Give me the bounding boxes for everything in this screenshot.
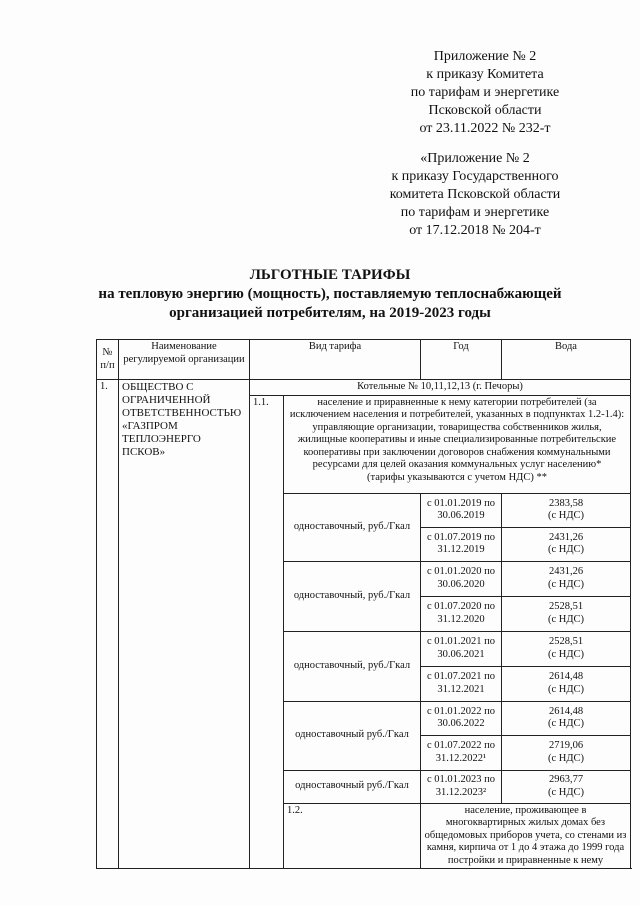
tariff-value	[502, 666, 631, 701]
header-line: от 17.12.2018 № 204-т	[409, 223, 541, 238]
value-vat: (с НДС)	[547, 683, 585, 695]
header-line: комитета Псковской области	[389, 187, 561, 202]
tariff-type: одноставочный руб./Гкал	[284, 701, 421, 770]
subitem-number: 1.1.	[250, 395, 284, 869]
consumer-category	[284, 395, 631, 493]
value-vat: (с НДС)	[547, 510, 585, 521]
value-number: 2528,51	[548, 601, 584, 612]
period: с 01.01.2021 по 30.06.2021	[421, 631, 502, 666]
value-vat: (с НДС)	[547, 613, 585, 625]
appendix-header-current	[400, 48, 570, 138]
vat-note: (тарифы указываются с учетом НДС) **	[367, 471, 547, 483]
consumer-category: население, проживающее в многоквартирных жилых домах без общедомовых приборов учета, со стенами из камня, кирпича от 1 до 4 этажа до 1999 года постройки и приравненные к нему	[421, 803, 631, 869]
period: с 01.07.2021 по 31.12.2021	[421, 666, 502, 701]
title-line: организацией потребителям, на 2019-2023 годы	[169, 305, 491, 321]
header-type: Вид тарифа	[250, 340, 421, 380]
value-vat: (с НДС)	[547, 578, 585, 590]
header-line: «Приложение № 2	[420, 151, 530, 166]
tariff-value	[502, 735, 631, 770]
value-vat: (с НДС)	[547, 544, 585, 555]
tariff-value	[502, 770, 631, 803]
value-number: 2614,48	[548, 705, 584, 717]
header-line: Псковской области	[428, 103, 542, 118]
title-line: на тепловую энергию (мощность), поставляемую теплоснабжающей	[98, 286, 562, 302]
tariff-type: одноставочный руб./Гкал	[284, 770, 421, 803]
tariff-type: одноставочный, руб./Гкал	[284, 561, 421, 631]
organization-name: ОБЩЕСТВО С ОГРАНИЧЕННОЙ ОТВЕТСТВЕННОСТЬЮ «ГАЗПРОМ ТЕПЛОЭНЕРГО ПСКОВ»	[119, 380, 250, 869]
period: с 01.01.2020 по 30.06.2020	[421, 561, 502, 596]
header-line: по тарифам и энергетике	[400, 205, 550, 220]
header-year: Год	[421, 340, 502, 380]
period: с 01.01.2022 по 30.06.2022	[421, 701, 502, 735]
value-number: 2431,26	[548, 531, 584, 543]
tariff-value	[502, 596, 631, 631]
value-vat: (с НДС)	[547, 648, 585, 660]
boiler-houses: Котельные № 10,11,12,13 (г. Печоры)	[250, 380, 631, 396]
tariff-value	[502, 631, 631, 666]
tariff-value	[502, 701, 631, 735]
value-vat: (с НДС)	[547, 786, 585, 798]
period: с 01.01.2023 по 31.12.2023²	[421, 770, 502, 803]
tariff-type: одноставочный, руб./Гкал	[284, 631, 421, 701]
value-vat: (с НДС)	[547, 752, 585, 764]
tariff-type: одноставочный, руб./Гкал	[284, 493, 421, 561]
header-line: Приложение № 2	[433, 49, 537, 64]
title-line: ЛЬГОТНЫЕ ТАРИФЫ	[249, 267, 411, 283]
header-num: № п/п	[97, 340, 119, 380]
header-line: к приказу Государственного	[391, 169, 559, 184]
table-header-row	[97, 340, 631, 380]
period: с 01.07.2019 по 31.12.2019	[421, 527, 502, 561]
tariff-table	[96, 339, 631, 869]
document-title	[60, 266, 600, 323]
consumer-category-text: население и приравненные к нему категории потребителей (за исключением населения и потребителей, указанных в подпунктах 1.2-1.4): управляющие организации, товарищества собственников жилья, жилищные кооперативы и иные специализированные потребительские кооперативы при заключении договоров снабжения коммунальными ресурсами для целей оказания коммунальных услуг населению*	[289, 396, 625, 470]
subitem-number: 1.2.	[284, 803, 421, 869]
header-line: по тарифам и энергетике	[410, 85, 560, 100]
header-water: Вода	[502, 340, 631, 380]
appendix-header-previous	[380, 150, 570, 240]
row-number: 1.	[97, 380, 119, 869]
tariff-value	[502, 561, 631, 596]
period: с 01.01.2019 по 30.06.2019	[421, 493, 502, 527]
value-number: 2383,58	[548, 497, 584, 509]
period: с 01.07.2022 по 31.12.2022¹	[421, 735, 502, 770]
header-line: от 23.11.2022 № 232-т	[419, 121, 551, 136]
value-number: 2528,51	[548, 636, 584, 647]
value-number: 2431,26	[548, 566, 584, 577]
header-org: Наименование регулируемой организации	[119, 340, 250, 380]
period: с 01.07.2020 по 31.12.2020	[421, 596, 502, 631]
value-number: 2614,48	[548, 671, 584, 682]
tariff-value	[502, 493, 631, 527]
value-vat: (с НДС)	[547, 718, 585, 729]
value-number: 2963,77	[548, 774, 584, 785]
table-row	[97, 380, 631, 396]
value-number: 2719,06	[548, 740, 584, 751]
header-line: к приказу Комитета	[426, 67, 544, 82]
tariff-value	[502, 527, 631, 561]
